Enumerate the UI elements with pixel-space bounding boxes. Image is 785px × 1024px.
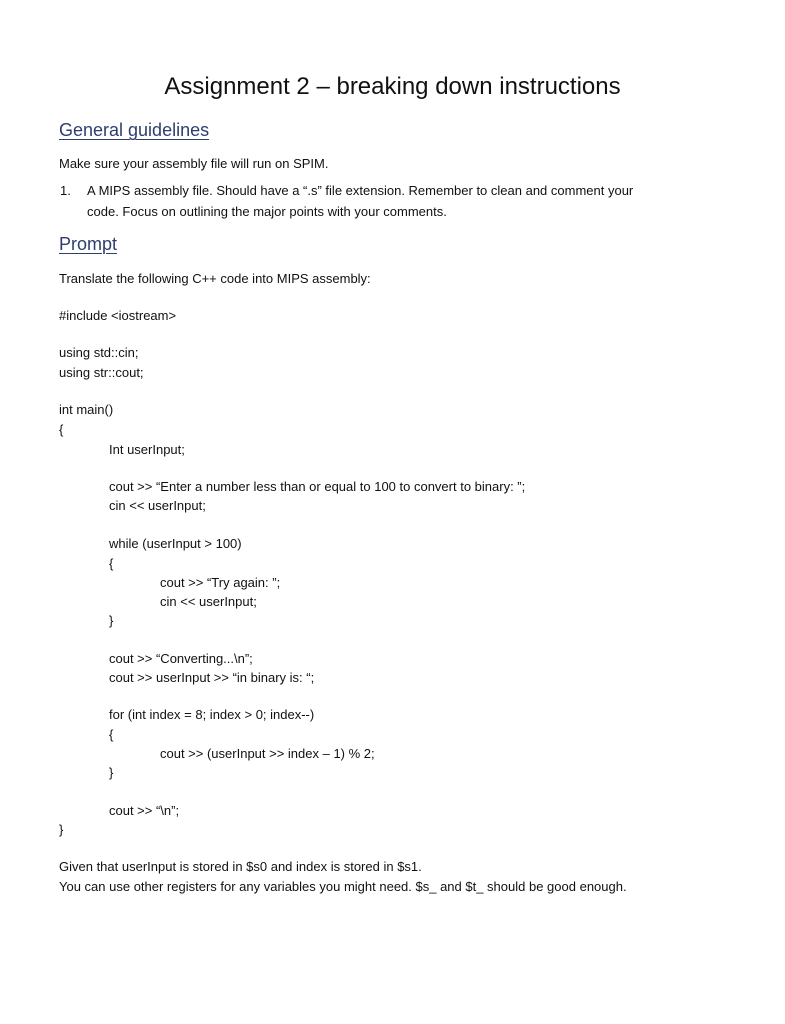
code-line: } (109, 613, 114, 628)
code-line: #include <iostream> (59, 308, 177, 323)
code-line: { (109, 727, 114, 742)
code-line: cout >> “Enter a number less than or equal to 100 to convert to binary: ”; (109, 479, 526, 494)
code-line: cin << userInput; (109, 498, 206, 513)
list-item-line-1: A MIPS assembly file. Should have a “.s” file extension. Remember to clean and comment your (87, 183, 634, 198)
prompt-heading: Prompt (59, 234, 118, 254)
code-line: cout >> “Try again: ”; (160, 575, 281, 590)
footer-line-1: Given that userInput is stored in $s0 and index is stored in $s1. (59, 859, 422, 874)
code-line: cout >> (userInput >> index – 1) % 2; (160, 746, 375, 761)
code-line: { (59, 422, 64, 437)
list-item-number: 1. (60, 183, 71, 198)
code-line: cout >> “\n”; (109, 803, 180, 818)
code-line: while (userInput > 100) (109, 536, 242, 551)
code-line: cout >> “Converting...\n”; (109, 651, 253, 666)
code-line: cin << userInput; (160, 594, 257, 609)
footer-line-2: You can use other registers for any variables you might need. $s_ and $t_ should be good enough. (59, 879, 627, 894)
code-line: cout >> userInput >> “in binary is: “; (109, 670, 315, 685)
code-line: Int userInput; (109, 442, 185, 457)
code-line: using std::cin; (59, 345, 139, 360)
code-line: int main() (59, 402, 114, 417)
code-line: using str::cout; (59, 365, 144, 380)
code-line: { (109, 556, 114, 571)
general-guidelines-heading: General guidelines (59, 120, 210, 140)
page-title: Assignment 2 – breaking down instructions (164, 73, 621, 100)
code-line: for (int index = 8; index > 0; index--) (109, 707, 315, 722)
guidelines-intro: Make sure your assembly file will run on SPIM. (59, 156, 329, 171)
code-line: } (109, 765, 114, 780)
list-item-line-2: code. Focus on outlining the major points with your comments. (87, 204, 447, 219)
code-line: } (59, 822, 64, 837)
prompt-intro: Translate the following C++ code into MIPS assembly: (59, 271, 371, 286)
